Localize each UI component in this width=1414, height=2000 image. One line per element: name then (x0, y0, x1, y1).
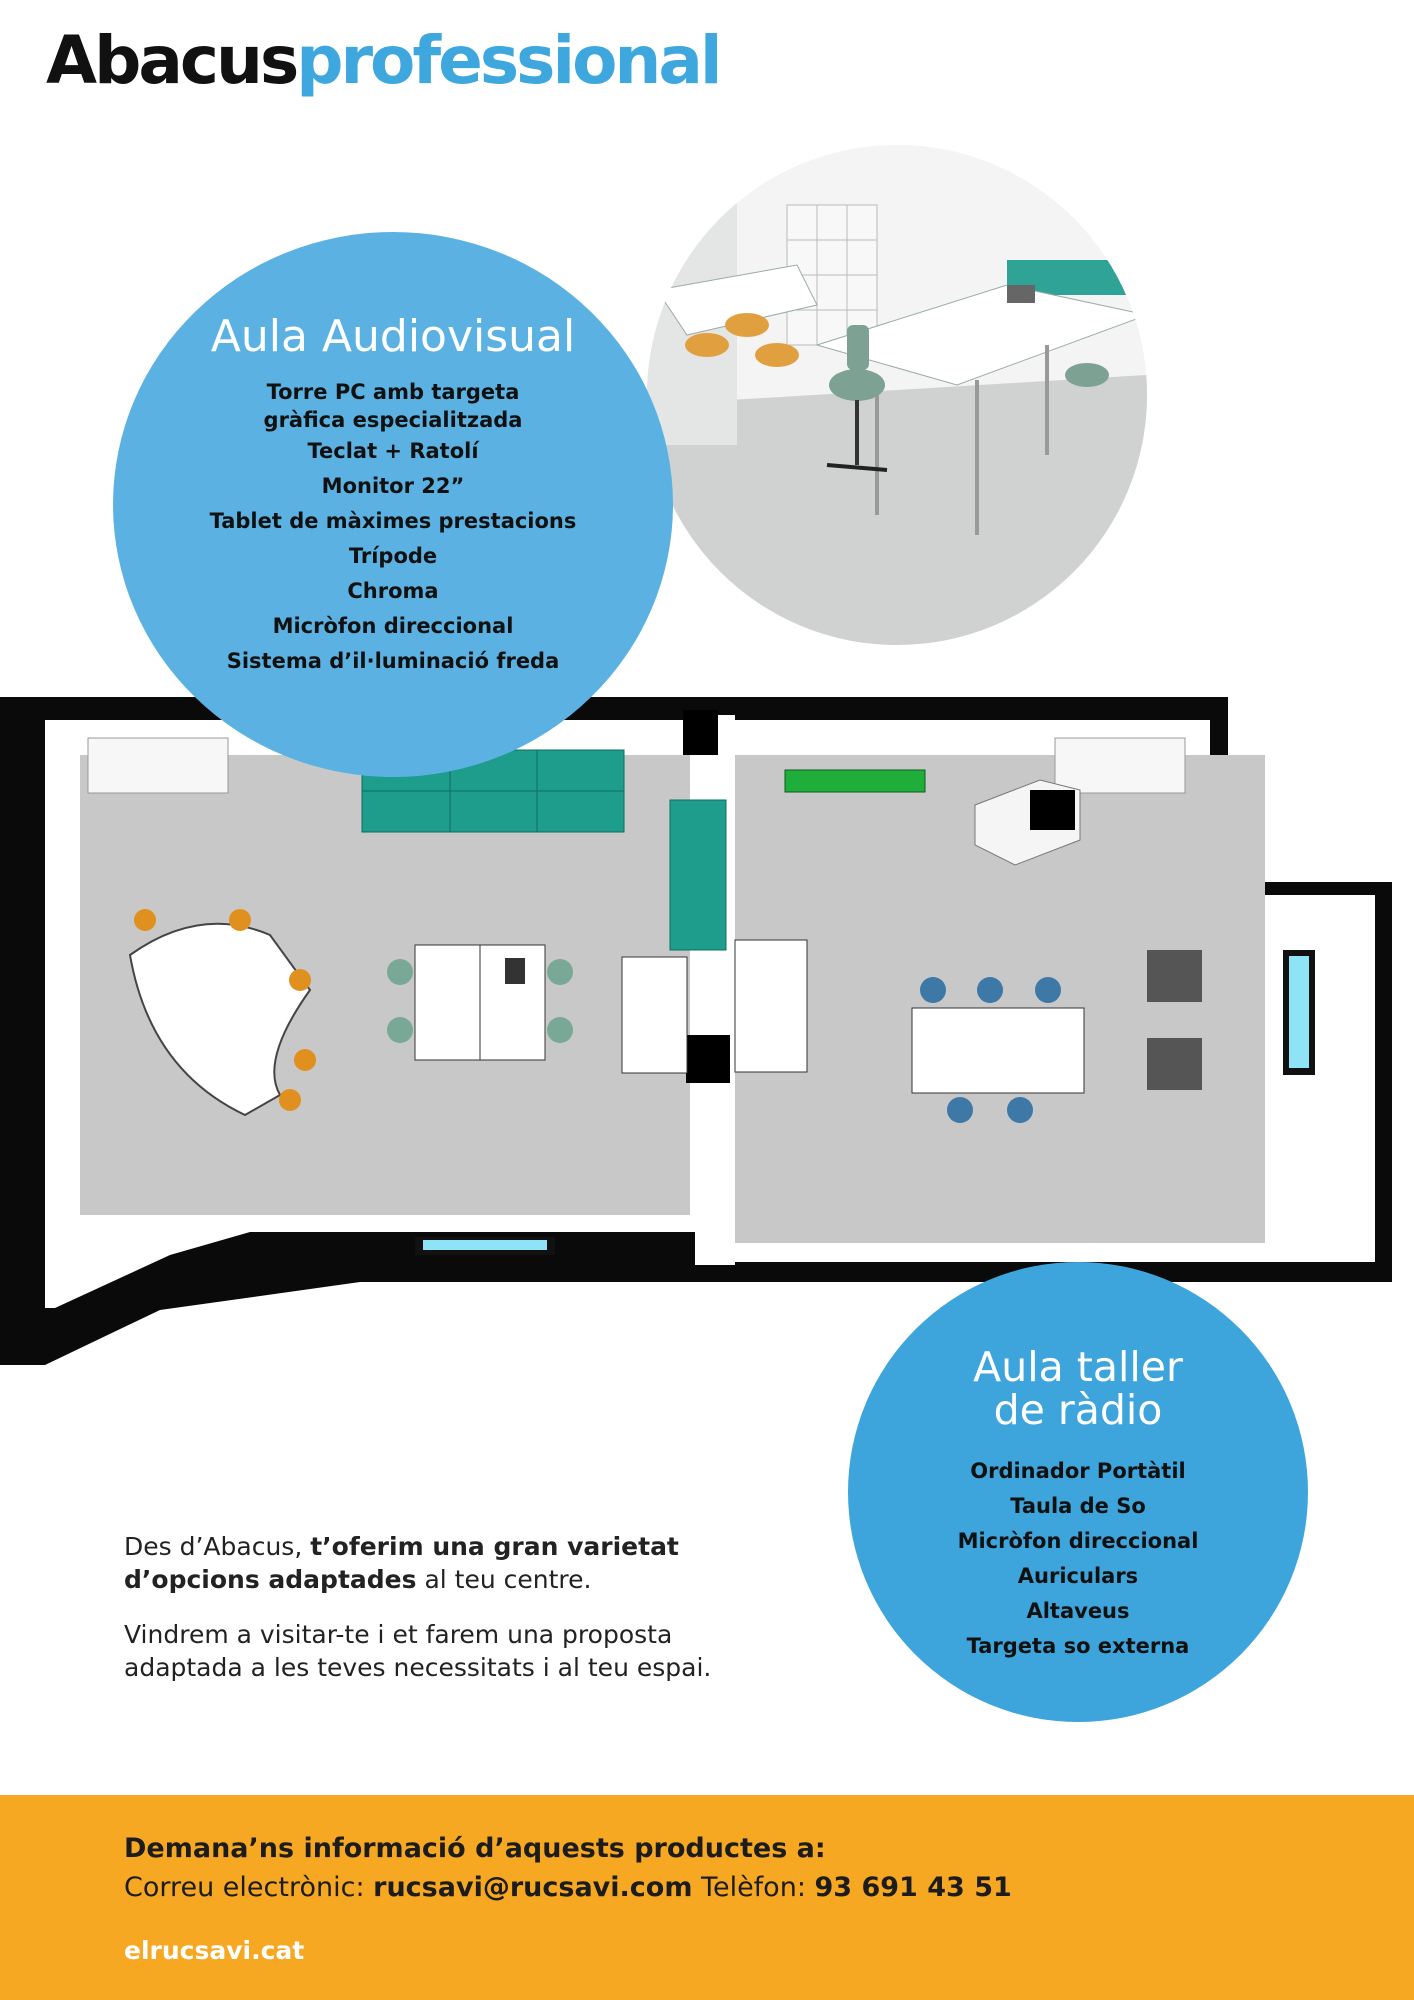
list-item: Micròfon direccional (272, 614, 514, 639)
list-item: Trípode (348, 544, 438, 569)
list-item: Altaveus (1026, 1599, 1130, 1624)
radio-title (848, 1343, 1308, 1435)
intro-paragraph-2: Vindrem a visitar-te i et farem una proposta adaptada a les teves necessitats i al teu espai. (124, 1620, 712, 1682)
intro-tail: al teu centre. (416, 1565, 592, 1594)
list-item: Micròfon direccional (957, 1529, 1199, 1554)
floor-plan (0, 690, 1414, 1395)
audiovisual-title: Aula Audiovisual (210, 311, 576, 362)
brand-name-blue: professional (296, 22, 720, 99)
intro-lead: Des d’Abacus, (124, 1532, 311, 1561)
email-label: Correu electrònic: (124, 1872, 374, 1903)
list-item: Auriculars (1017, 1564, 1139, 1589)
list-item: Taula de So (1010, 1494, 1146, 1519)
list-item: Torre PC amb targeta gràfica especialitzada (263, 380, 523, 433)
list-item: Targeta so externa (966, 1634, 1190, 1659)
brand-logo (46, 22, 720, 99)
list-item: Chroma (347, 579, 439, 604)
audiovisual-panel (113, 232, 673, 777)
radio-list (848, 1454, 1308, 1664)
intro-paragraph-1 (124, 1530, 764, 1596)
brand-name-dark: Abacus (46, 22, 297, 99)
footer-contact (124, 1872, 1012, 1903)
radio-title-line2: de ràdio (993, 1386, 1163, 1435)
email-link[interactable]: rucsavi@rucsavi.com (373, 1872, 693, 1903)
list-item: Sistema d’il·luminació freda (226, 649, 560, 674)
intro-bold: t’oferim una gran varietat d’opcions adaptades (124, 1532, 679, 1594)
radio-title-line1: Aula taller (973, 1343, 1183, 1391)
phone-number[interactable]: 93 691 43 51 (814, 1872, 1012, 1903)
audiovisual-list (113, 378, 673, 679)
list-item: Tablet de màximes prestacions (209, 509, 577, 534)
phone-label: Telèfon: (692, 1872, 815, 1903)
list-item: Ordinador Portàtil (970, 1459, 1186, 1484)
intro-text (124, 1530, 764, 1706)
classroom-photo (647, 145, 1147, 645)
list-item: Teclat + Ratolí (307, 439, 479, 464)
list-item: Monitor 22” (321, 474, 465, 499)
website-link[interactable]: elrucsavi.cat (124, 1936, 305, 1965)
footer-heading: Demana’ns informació d’aquests productes a: (124, 1833, 826, 1864)
radio-panel (848, 1262, 1308, 1722)
